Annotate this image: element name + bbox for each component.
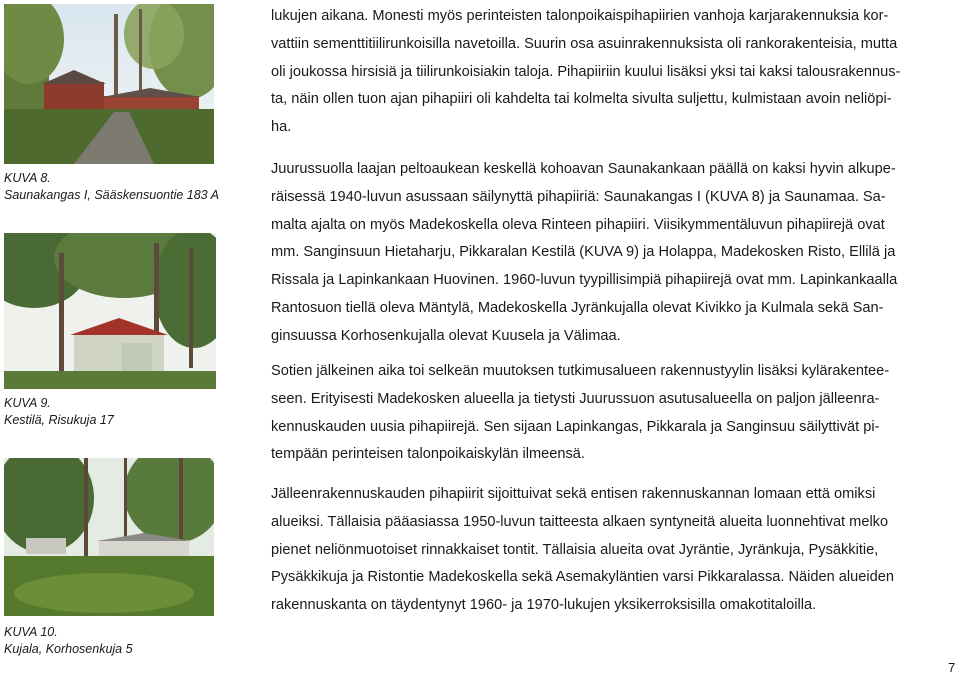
- figure-caption: Kujala, Korhosenkuja 5: [4, 642, 133, 656]
- text-line: mm. Sanginsuun Hietaharju, Pikkaralan Kestilä (KUVA 9) ja Holappa, Madekosken Risto, Ellilä ja: [271, 244, 896, 261]
- text-line: ha.: [271, 119, 292, 136]
- text-line: Juurussuolla laajan peltoaukean keskellä kohoavan Saunakankaan päällä on kaksi hyvin alkupe-: [271, 161, 896, 177]
- text-line: räisessä 1940-luvun asussaan säilynyttä pihapiiriä: Saunakangas I (KUVA 8) ja Saunamaa. Sa-: [271, 188, 886, 205]
- photo-kuva-8: [4, 4, 214, 164]
- figure-label: KUVA 10.: [4, 625, 58, 639]
- photo-kuva-10: [4, 458, 214, 616]
- text-line: pienet neliönmuotoiset rinnakkaiset tontit. Tällaisia alueita ovat Jyräntie, Jyränkuja, Pysäkkitie,: [271, 541, 879, 558]
- text-line: ginsuussa Korhosenkujalla olevat Kuusela ja Välimaa.: [271, 327, 621, 344]
- text-line: alueiksi. Tällaisia pääasiassa 1950-luvun taitteesta alkaen syntyneitä alueita luonnehtivat melko: [271, 513, 889, 530]
- text-line: lukujen aikana. Monesti myös perinteisten talonpoikaispihapiirien vanhoja karjarakennuksia kor-: [271, 8, 889, 24]
- text-line: Pysäkkikuja ja Ristontie Madekoskella sekä Asemakyläntien varsi Pikkaralassa. Näiden alueiden: [271, 569, 894, 586]
- paragraph-4: [271, 481, 894, 620]
- text-line: malta ajalta on myös Madekoskella oleva Rinteen pihapiiri. Viisikymmentäluvun pihapiirejä ovat: [271, 216, 885, 233]
- photo-kuva-9: [4, 233, 216, 389]
- caption-kuva-8: [4, 170, 244, 204]
- paragraph-2: [271, 156, 897, 351]
- text-line: tempään perinteisen talonpoikaiskylän ilmeensä.: [271, 446, 585, 463]
- caption-kuva-9: [4, 395, 244, 429]
- page-number: 7: [948, 660, 956, 675]
- paragraph-3: [271, 358, 889, 469]
- text-line: rakennuskanta on täydentynyt 1960- ja 1970-lukujen yksikerroksisilla omakotitaloilla.: [271, 597, 817, 614]
- text-line: Rissala ja Lapinkankaan Huovinen. 1960-luvun tyypillisimpiä pihapiirejä ovat mm. Lapinkankaalla: [271, 272, 898, 289]
- caption-kuva-10: [4, 624, 244, 658]
- text-line: oli joukossa hirsisiä ja tiilirunkoisiakin taloja. Pihapiiriin kuului lisäksi yksi tai kaksi talousrakennus-: [271, 63, 901, 80]
- text-line: Sotien jälkeinen aika toi selkeän muutoksen tutkimusalueen rakennustyylin lisäksi kylärakentee-: [271, 363, 890, 379]
- text-line: Rantosuon tiellä oleva Mäntylä, Madekoskella Jyränkujalla olevat Kivikko ja Kulmala sekä San-: [271, 299, 884, 316]
- figure-label: KUVA 8.: [4, 171, 51, 185]
- text-line: kennuskauden uusia pihapiirejä. Sen sijaan Lapinkangas, Pikkarala ja Sanginsuu säilyttivät pi-: [271, 418, 880, 435]
- figure-label: KUVA 9.: [4, 396, 51, 410]
- text-line: vattiin sementtitiilirunkoisilla navetoilla. Suurin osa asuinrakennuksista oli rankorakenteisia, mutta: [271, 35, 898, 52]
- figure-caption: Kestilä, Risukuja 17: [4, 413, 114, 427]
- text-line: ta, näin ollen tuon ajan pihapiiri oli kahdelta tai kolmelta sivulta suljettu, kulmistaan avoin neliöpi-: [271, 91, 892, 108]
- figure-caption: Saunakangas I, Sääskensuontie 183 A: [4, 188, 219, 202]
- paragraph-1: [271, 3, 900, 142]
- text-line: Jälleenrakennuskauden pihapiirit sijoittuivat sekä entisen rakennuskannan lomaan että omiksi: [271, 486, 876, 502]
- text-line: seen. Erityisesti Madekosken alueella ja tietysti Juurussuon asutusalueella on paljon jälleenra-: [271, 390, 880, 407]
